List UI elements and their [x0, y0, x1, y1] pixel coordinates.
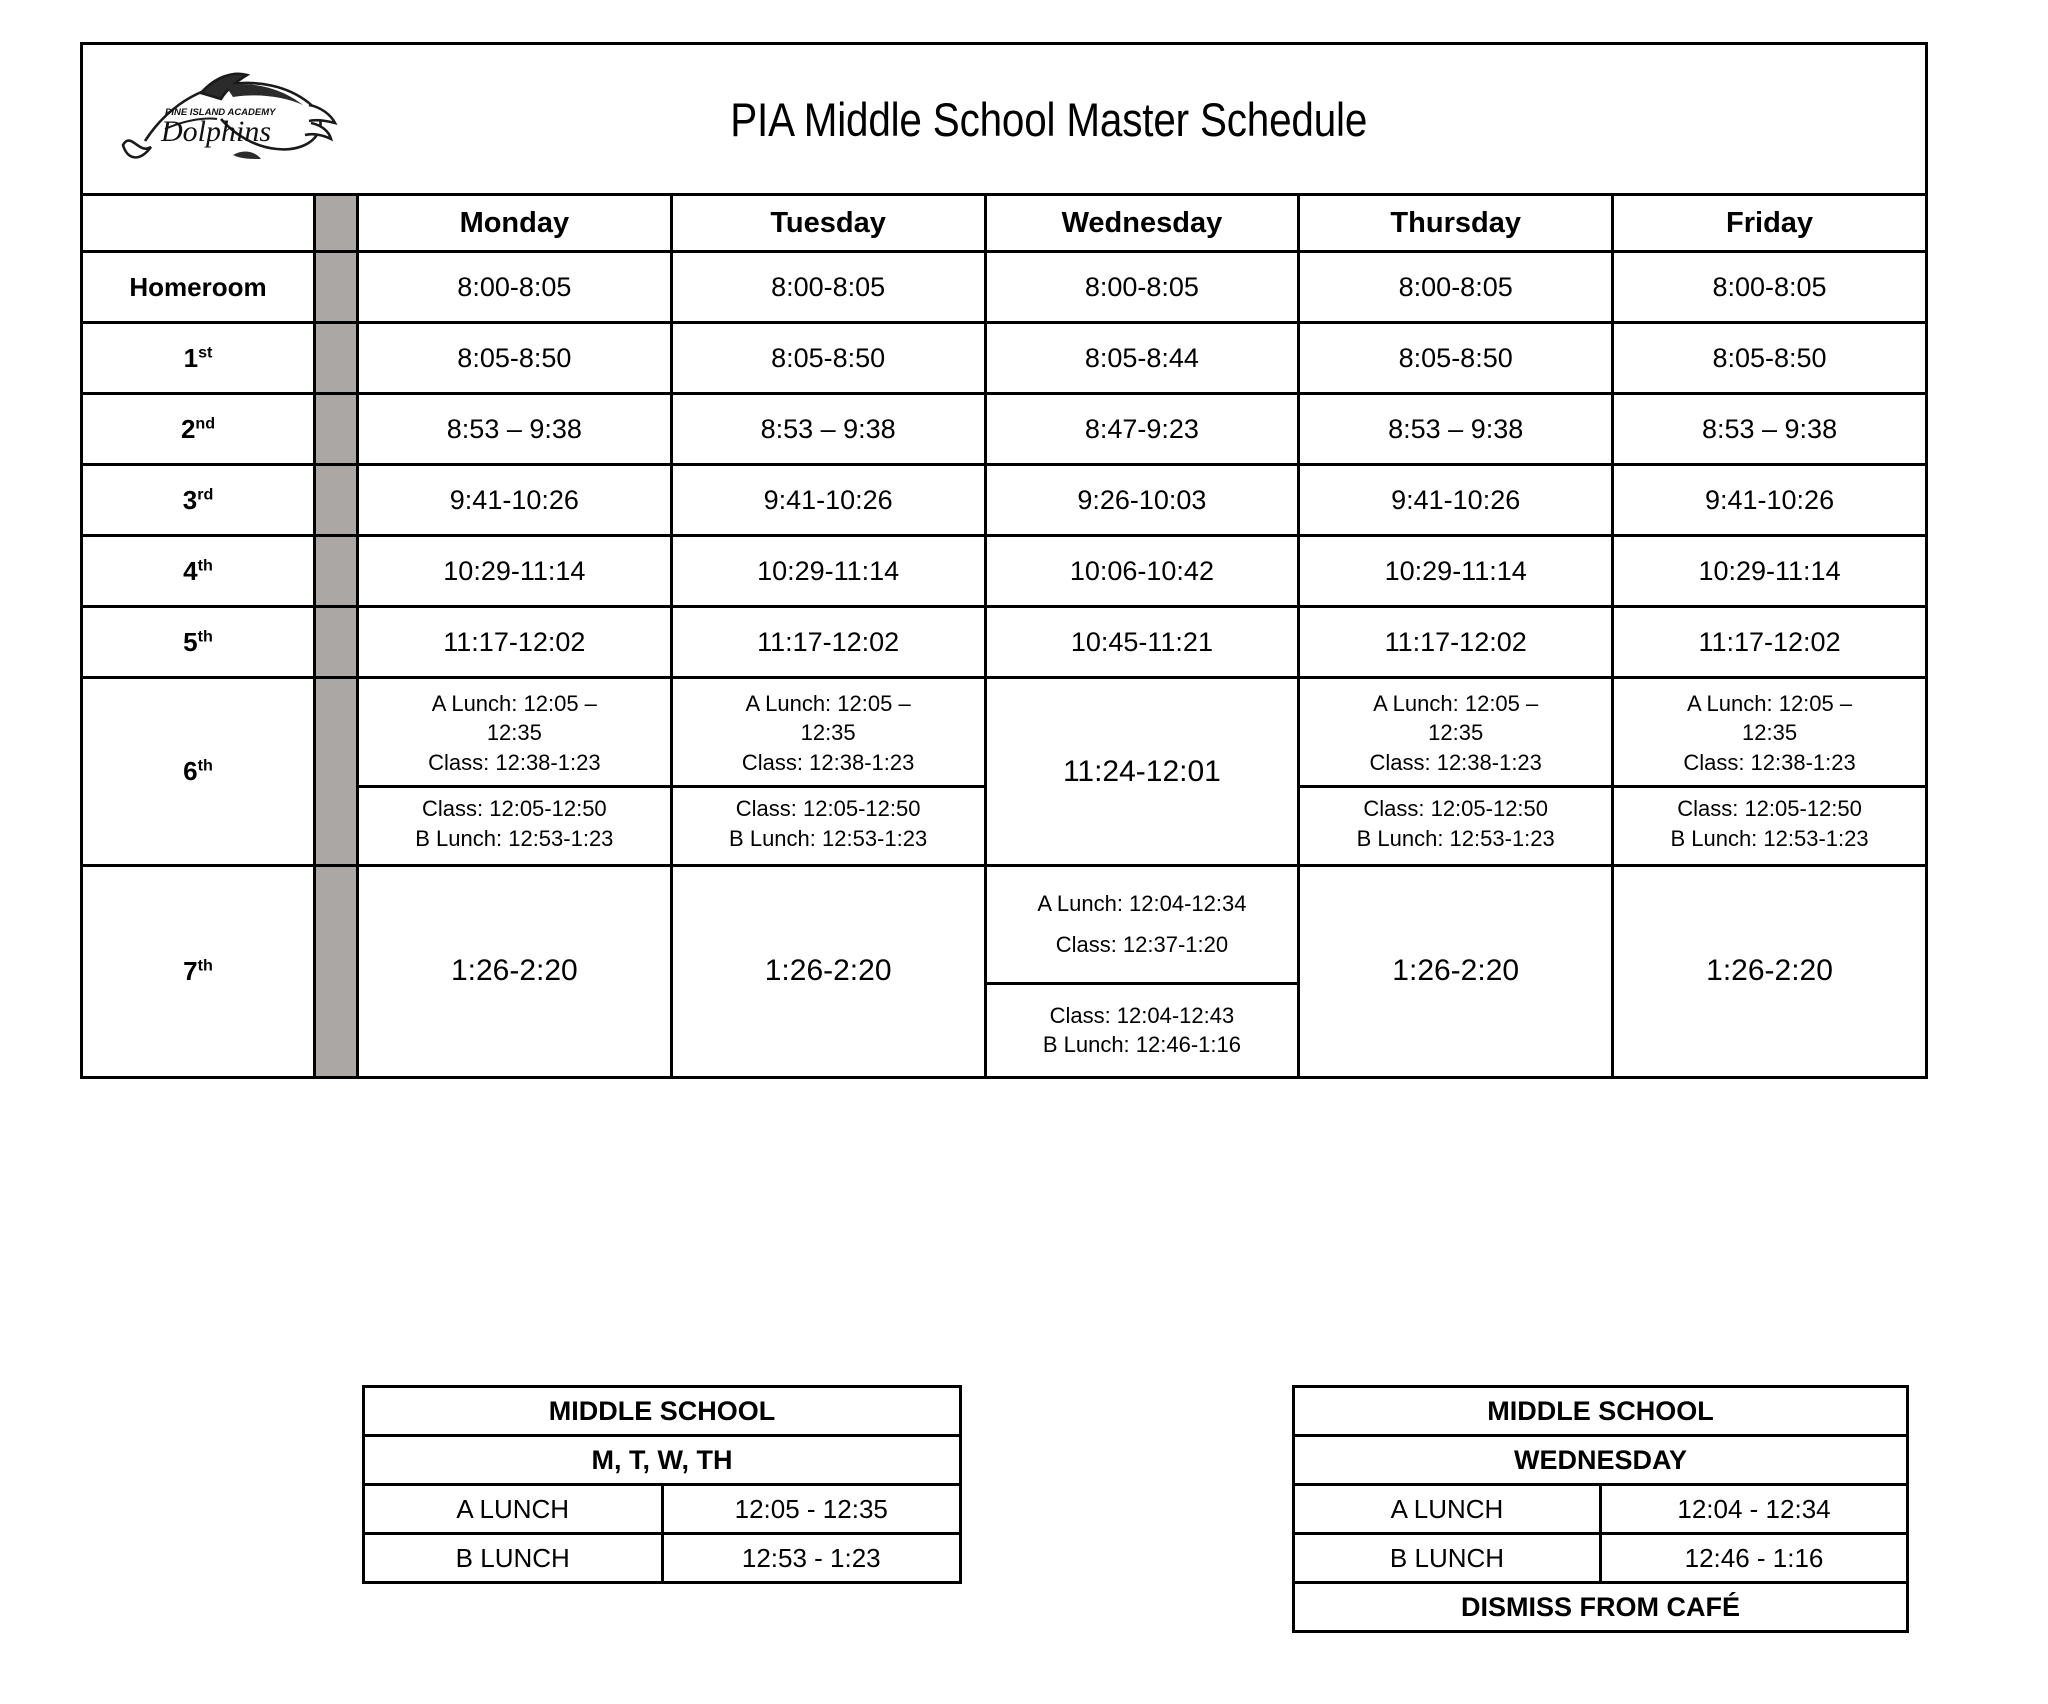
day-header-thursday: Thursday — [1299, 195, 1613, 252]
period-label-6 — [82, 678, 315, 866]
lunch-left-row-a — [364, 1485, 961, 1534]
p6-friday-b-lunch-block — [1614, 788, 1925, 861]
p6-thursday-b-lunch-line: B Lunch: 12:53-1:23 — [1356, 825, 1555, 851]
day-header-row — [82, 195, 1927, 252]
p6-thursday-a-lunch-block — [1300, 682, 1611, 788]
period-ordinal-suffix: rd — [197, 484, 214, 503]
cell-p6-wednesday: 11:24-12:01 — [985, 678, 1299, 866]
cell-homeroom-tuesday: 8:00-8:05 — [671, 252, 985, 323]
cell-p6-friday — [1613, 678, 1927, 866]
cell-p2-friday: 8:53 – 9:38 — [1613, 394, 1927, 465]
cell-p7-tuesday: 1:26-2:20 — [671, 866, 985, 1078]
schedule-row-period-7 — [82, 866, 1927, 1078]
lunch-right-a-time: 12:04 - 12:34 — [1601, 1485, 1908, 1534]
p6-monday-b-class-line: Class: 12:05-12:50 — [422, 796, 607, 822]
schedule-row-period-2 — [82, 394, 1927, 465]
period-label-1 — [82, 323, 315, 394]
cell-p2-tuesday: 8:53 – 9:38 — [671, 394, 985, 465]
cell-p3-thursday: 9:41-10:26 — [1299, 465, 1613, 536]
cell-homeroom-thursday: 8:00-8:05 — [1299, 252, 1613, 323]
period-label-4 — [82, 536, 315, 607]
period-number: 5 — [183, 626, 198, 657]
p6-tuesday-a-lunch-line1: A Lunch: 12:05 – — [745, 690, 911, 716]
cell-homeroom-monday: 8:00-8:05 — [357, 252, 671, 323]
p6-tuesday-a-lunch-block — [673, 682, 984, 788]
spacer-column-cell — [315, 252, 358, 323]
cell-p5-friday: 11:17-12:02 — [1613, 607, 1927, 678]
schedule-row-period-3 — [82, 465, 1927, 536]
p6-monday-a-lunch-line1: A Lunch: 12:05 – — [431, 690, 597, 716]
cell-p7-monday: 1:26-2:20 — [357, 866, 671, 1078]
p6-thursday-b-lunch-block — [1300, 788, 1611, 861]
lunch-right-row-a — [1294, 1485, 1908, 1534]
schedule-row-period-4 — [82, 536, 1927, 607]
p7-wednesday-b-class-line: Class: 12:04-12:43 — [1049, 1002, 1235, 1028]
cell-p4-monday: 10:29-11:14 — [357, 536, 671, 607]
lunch-table-wednesday — [1292, 1385, 1909, 1633]
lunch-left-title-row — [364, 1387, 961, 1436]
period-number: 6 — [183, 756, 198, 786]
day-header-monday: Monday — [357, 195, 671, 252]
cell-p3-wednesday: 9:26-10:03 — [985, 465, 1299, 536]
spacer-column-cell — [315, 394, 358, 465]
master-schedule-table — [80, 42, 1928, 1079]
p6-monday-a-lunch-line2: 12:35 — [486, 720, 542, 746]
cell-p2-wednesday: 8:47-9:23 — [985, 394, 1299, 465]
cell-p4-friday: 10:29-11:14 — [1613, 536, 1927, 607]
p7-wednesday-b-lunch-block — [987, 985, 1298, 1076]
p6-friday-a-lunch-line2: 12:35 — [1742, 720, 1798, 746]
spacer-column-cell — [315, 323, 358, 394]
period-number: 2 — [180, 413, 196, 444]
p6-tuesday-a-class-line: Class: 12:38-1:23 — [741, 749, 915, 775]
lunch-right-row-b — [1294, 1534, 1908, 1583]
p6-tuesday-b-lunch-block — [673, 788, 984, 861]
day-header-tuesday: Tuesday — [671, 195, 985, 252]
period-number: 7 — [183, 955, 198, 986]
p6-friday-b-class-line: Class: 12:05-12:50 — [1677, 796, 1862, 822]
p6-tuesday-a-lunch-line2: 12:35 — [800, 720, 856, 746]
lunch-left-row-b — [364, 1534, 961, 1583]
cell-p5-wednesday: 10:45-11:21 — [985, 607, 1299, 678]
spacer-column-cell — [315, 465, 358, 536]
p7-wednesday-a-lunch-block — [987, 867, 1298, 985]
p6-tuesday-b-class-line: Class: 12:05-12:50 — [735, 796, 921, 822]
lunch-right-b-time: 12:46 - 1:16 — [1601, 1534, 1908, 1583]
day-header-friday: Friday — [1613, 195, 1927, 252]
period-number: 4 — [183, 555, 198, 586]
period-label-3 — [82, 465, 315, 536]
cell-p5-thursday: 11:17-12:02 — [1299, 607, 1613, 678]
lunch-right-footer: DISMISS FROM CAFÉ — [1294, 1583, 1908, 1632]
cell-p1-monday: 8:05-8:50 — [357, 323, 671, 394]
p6-friday-a-lunch-line1: A Lunch: 12:05 – — [1686, 690, 1853, 716]
cell-homeroom-wednesday: 8:00-8:05 — [985, 252, 1299, 323]
cell-p6-monday — [357, 678, 671, 866]
p6-thursday-a-class-line: Class: 12:38-1:23 — [1369, 749, 1542, 775]
cell-p3-friday: 9:41-10:26 — [1613, 465, 1927, 536]
p6-thursday-a-lunch-line2: 12:35 — [1428, 720, 1484, 746]
p6-monday-b-lunch-block — [359, 788, 670, 861]
lunch-left-b-time: 12:53 - 1:23 — [662, 1534, 961, 1583]
p7-wednesday-b-lunch-line: B Lunch: 12:46-1:16 — [1042, 1032, 1241, 1058]
header-banner-row — [82, 44, 1927, 195]
lunch-right-subtitle: WEDNESDAY — [1294, 1436, 1908, 1485]
schedule-row-period-5 — [82, 607, 1927, 678]
cell-p7-friday: 1:26-2:20 — [1613, 866, 1927, 1078]
lunch-left-a-time: 12:05 - 12:35 — [662, 1485, 961, 1534]
period-ordinal-suffix: th — [197, 756, 213, 775]
p6-thursday-b-class-line: Class: 12:05-12:50 — [1363, 796, 1549, 822]
spacer-column-cell — [315, 866, 358, 1078]
cell-p4-wednesday: 10:06-10:42 — [985, 536, 1299, 607]
p6-monday-a-lunch-block — [359, 682, 670, 788]
spacer-column-cell — [315, 607, 358, 678]
cell-p3-tuesday: 9:41-10:26 — [671, 465, 985, 536]
lunch-right-subtitle-row — [1294, 1436, 1908, 1485]
period-number: 1 — [183, 342, 199, 373]
spacer-column-cell — [315, 536, 358, 607]
logo-top-text: PINE ISLAND ACADEMY — [165, 107, 276, 118]
cell-p1-thursday: 8:05-8:50 — [1299, 323, 1613, 394]
p6-tuesday-b-lunch-line: B Lunch: 12:53-1:23 — [729, 825, 928, 851]
cell-p3-monday: 9:41-10:26 — [357, 465, 671, 536]
cell-p1-friday: 8:05-8:50 — [1613, 323, 1927, 394]
cell-p4-thursday: 10:29-11:14 — [1299, 536, 1613, 607]
dolphin-icon — [105, 59, 355, 179]
school-logo — [95, 59, 365, 179]
lunch-left-a-label: A LUNCH — [364, 1485, 663, 1534]
cell-p7-wednesday — [985, 866, 1299, 1078]
period-ordinal-suffix: th — [197, 956, 213, 975]
lunch-right-a-label: A LUNCH — [1294, 1485, 1601, 1534]
p7-wednesday-a-lunch-line: A Lunch: 12:04-12:34 — [1037, 891, 1247, 916]
lunch-right-footer-row — [1294, 1583, 1908, 1632]
page-title: PIA Middle School Master Schedule — [730, 92, 1368, 146]
lunch-right-title: MIDDLE SCHOOL — [1294, 1387, 1908, 1436]
period-label-7 — [82, 866, 315, 1078]
cell-p5-monday: 11:17-12:02 — [357, 607, 671, 678]
period-label-5 — [82, 607, 315, 678]
cell-p5-tuesday: 11:17-12:02 — [671, 607, 985, 678]
lunch-left-b-label: B LUNCH — [364, 1534, 663, 1583]
schedule-row-period-6 — [82, 678, 1927, 866]
lunch-right-title-row — [1294, 1387, 1908, 1436]
cell-p1-wednesday: 8:05-8:44 — [985, 323, 1299, 394]
p6-monday-a-class-line: Class: 12:38-1:23 — [428, 749, 601, 775]
logo-main-text: Dolphins — [161, 115, 272, 148]
schedule-row-period-1 — [82, 323, 1927, 394]
period-ordinal-suffix: th — [197, 626, 213, 645]
spacer-column-cell — [315, 678, 358, 866]
lunch-left-subtitle-row — [364, 1436, 961, 1485]
corner-cell — [82, 195, 315, 252]
period-label-2 — [82, 394, 315, 465]
header-banner-cell — [82, 44, 1927, 195]
cell-p2-thursday: 8:53 – 9:38 — [1299, 394, 1613, 465]
p6-friday-a-lunch-block — [1614, 682, 1925, 788]
p6-friday-b-lunch-line: B Lunch: 12:53-1:23 — [1670, 825, 1869, 851]
period-number: 3 — [182, 484, 198, 515]
spacer-column-cell — [315, 195, 358, 252]
cell-p1-tuesday: 8:05-8:50 — [671, 323, 985, 394]
period-ordinal-suffix: th — [197, 555, 213, 574]
p6-friday-a-class-line: Class: 12:38-1:23 — [1683, 749, 1856, 775]
cell-p4-tuesday: 10:29-11:14 — [671, 536, 985, 607]
lunch-left-title: MIDDLE SCHOOL — [364, 1387, 961, 1436]
lunch-table-mtwth — [362, 1385, 962, 1584]
lunch-right-b-label: B LUNCH — [1294, 1534, 1601, 1583]
cell-p6-thursday — [1299, 678, 1613, 866]
cell-p6-tuesday — [671, 678, 985, 866]
p6-thursday-a-lunch-line1: A Lunch: 12:05 – — [1373, 690, 1539, 716]
period-label-homeroom: Homeroom — [82, 252, 315, 323]
day-header-wednesday: Wednesday — [985, 195, 1299, 252]
period-ordinal-suffix: nd — [195, 413, 216, 432]
cell-homeroom-friday: 8:00-8:05 — [1613, 252, 1927, 323]
lunch-left-subtitle: M, T, W, TH — [364, 1436, 961, 1485]
period-ordinal-suffix: st — [198, 342, 213, 361]
cell-p2-monday: 8:53 – 9:38 — [357, 394, 671, 465]
p7-wednesday-a-class-line: Class: 12:37-1:20 — [1055, 932, 1229, 958]
schedule-row-homeroom — [82, 252, 1927, 323]
p6-monday-b-lunch-line: B Lunch: 12:53-1:23 — [415, 825, 614, 851]
cell-p7-thursday: 1:26-2:20 — [1299, 866, 1613, 1078]
